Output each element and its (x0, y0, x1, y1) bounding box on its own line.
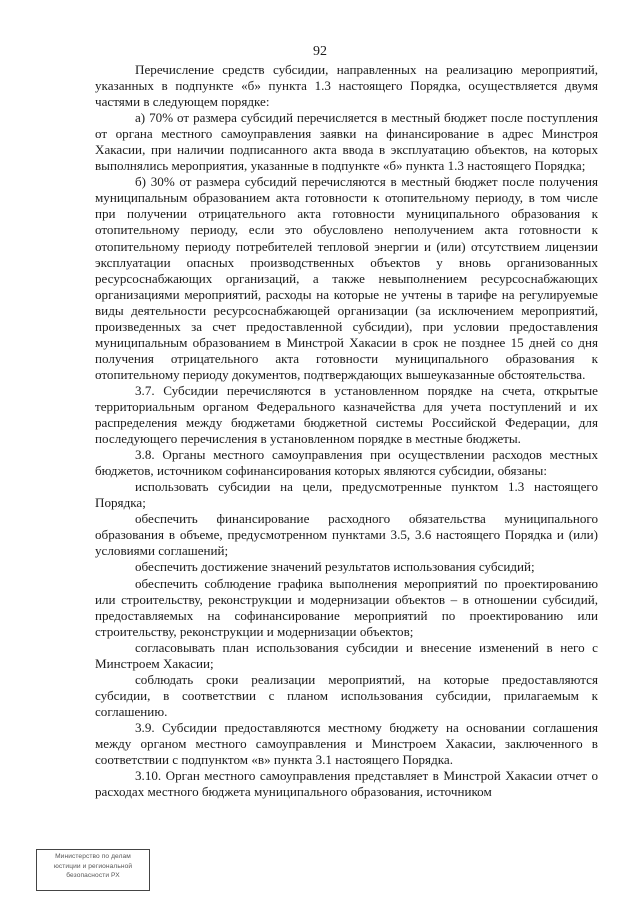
obligation-financing: обеспечить финансирование расходного обязательства муниципального образования в объеме, предусмотренном пунктами 3.5, 3.6 настоящего Порядка и (или) условиями соглашений; (95, 511, 598, 559)
obligation-schedule: обеспечить соблюдение графика выполнения мероприятий по проектированию или строительству, реконструкции и модернизации объектов – в отношении субсидий, предоставляемых на софинансирование мероприятий по проектированию или строительству, реконструкции и модернизации объектов; (95, 575, 598, 639)
ministry-stamp (36, 849, 150, 891)
paragraph-3-8: 3.8. Органы местного самоуправления при осуществлении расходов местных бюджетов, источником софинансирования которых являются субсидии, обязаны: (95, 447, 598, 479)
obligation-deadlines: соблюдать сроки реализации мероприятий, на которые предоставляются субсидии, в соответствии с планом использования субсидии, прилагаемым к соглашению. (95, 671, 598, 719)
paragraph-3-7: 3.7. Субсидии перечисляются в установленном порядке на счета, открытые территориальным органом Федерального казначейства для учета поступлений и их распределения между бюджетами бюджетной системы Российской Федерации, для последующего перечисления в установленном порядке в местные бюджеты. (95, 382, 598, 447)
page-number: 92 (313, 44, 327, 59)
paragraph-3-10: 3.10. Орган местного самоуправления представляет в Минстрой Хакасии отчет о расходах местного бюджета муниципального образования, источником (95, 768, 598, 800)
paragraph-item-b: б) 30% от размера субсидий перечисляются в местный бюджет после получения муниципальным образованием акта готовности к отопительному периоду, в том числе при получении отрицательного акта готовности муниципального образования к отопительному периоду, если это обусловлено неполучением акта готовности к отопительному периоду потребителей тепловой энергии и (или) отсутствием лицензии эксплуатации опасных производственных объектов у вновь организованных ресурсоснабжающих организаций, а также невыполнением ресурсоснабжающих организациями мероприятий, расходы на которые не учтены в тарифе на регулируемые виды деятельности ресурсоснабжающей организации (за исключением мероприятий, произведенных за счет предоставленной субсидии), при условии предоставления муниципальным образованием в Минстрой Хакасии в срок не позднее 15 дней со дня получения отрицательного акта готовности муниципального образования к отопительному периоду документов, подтверждающих вышеуказанные обстоятельства. (95, 174, 598, 382)
stamp-line-3: безопасности РХ (66, 872, 120, 879)
paragraph-3-9: 3.9. Субсидии предоставляются местному бюджету на основании соглашения между органом местного самоуправления и Минстроем Хакасии, заключенного в соответствии с подпунктом «в» пункта 3.1 настоящего Порядка. (95, 719, 598, 768)
obligation-use-subsidies: использовать субсидии на цели, предусмотренные пунктом 1.3 настоящего Порядка; (95, 479, 598, 511)
obligation-results: обеспечить достижение значений результатов использования субсидий; (135, 559, 535, 575)
paragraph-item-a: а) 70% от размера субсидий перечисляется в местный бюджет после поступления от органа местного самоуправления заявки на финансирование в адрес Минстроя Хакасии, при наличии подписанного акта ввода в эксплуатацию объектов, на которых выполнялись мероприятия, указанные в подпункте «б» пункта 1.3 настоящего Порядка; (95, 110, 598, 174)
stamp-line-1: Министерство по делам (55, 853, 131, 860)
obligation-plan-approval: согласовывать план использования субсидии и внесение изменений в него с Минстроем Хакасии; (95, 639, 598, 671)
document-body (95, 62, 598, 800)
paragraph-transfer-order: Перечисление средств субсидии, направленных на реализацию мероприятий, указанных в подпункте «б» пункта 1.3 настоящего Порядка, осуществляется двумя частями в следующем порядке: (95, 62, 598, 110)
stamp-line-2: юстиции и региональной (53, 862, 133, 870)
